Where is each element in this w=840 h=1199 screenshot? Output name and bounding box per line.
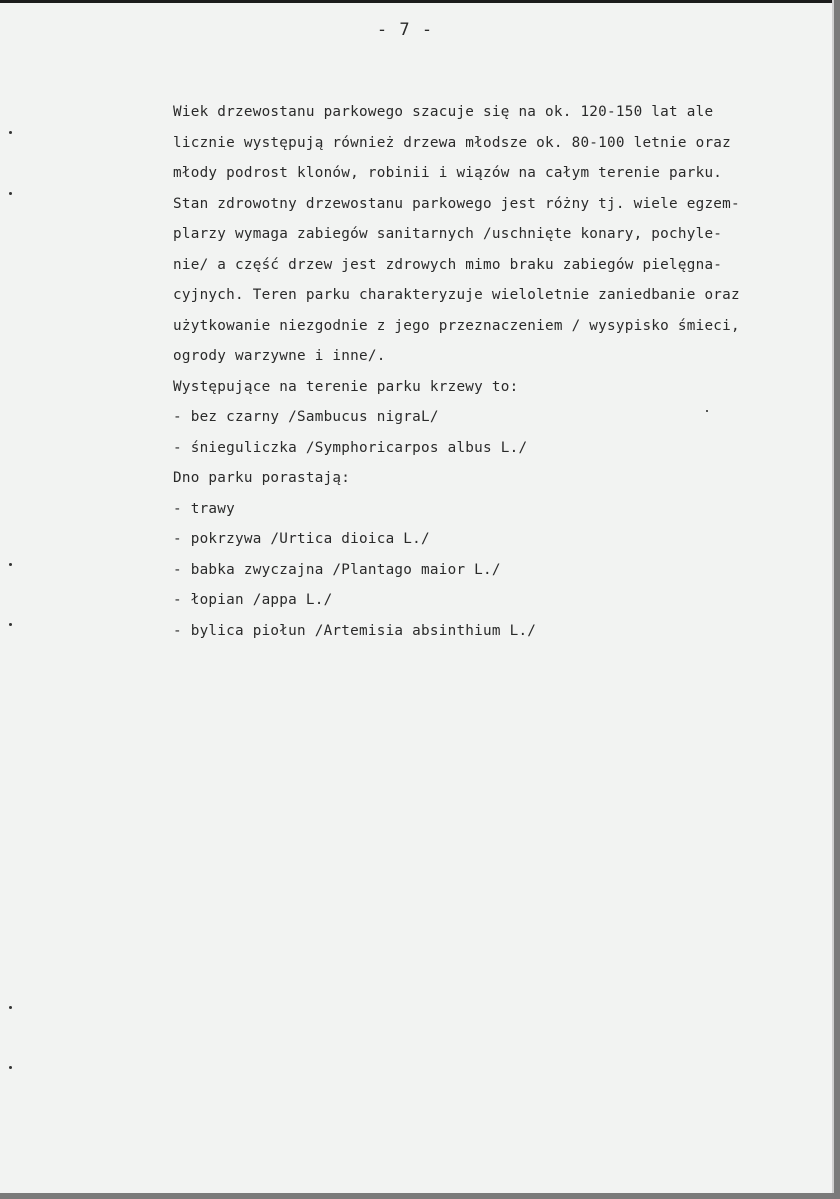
binding-dot bbox=[9, 192, 12, 195]
scan-right-edge bbox=[832, 0, 834, 1193]
list-item: - bylica piołun /Artemisia absinthium L./ bbox=[173, 622, 537, 639]
list-item: - śnieguliczka /Symphoricarpos albus L./ bbox=[173, 439, 528, 456]
list-item: - bez czarny /Sambucus nigraL/ bbox=[173, 409, 439, 425]
binding-dot bbox=[9, 1066, 12, 1069]
text-line: nie/ a część drzew jest zdrowych mimo braku zabiegów pielęgna- bbox=[173, 256, 723, 273]
text-line: licznie występują również drzewa młodsze ok. 80-100 letnie oraz bbox=[173, 134, 732, 151]
list-item: - trawy bbox=[173, 500, 236, 517]
text-line: Dno parku porastają: bbox=[173, 470, 351, 486]
page-number: - 7 - bbox=[376, 20, 434, 40]
text-line: użytkowanie niezgodnie z jego przeznaczeniem / wysypisko śmieci, bbox=[173, 317, 740, 334]
binding-dot bbox=[9, 131, 12, 134]
binding-dot bbox=[9, 623, 12, 626]
typewritten-text bbox=[173, 97, 823, 646]
text-line: młody podrost klonów, robinii i wiązów na całym terenie parku. bbox=[173, 165, 723, 181]
text-line: cyjnych. Teren parku charakteryzuje wieloletnie zaniedbanie oraz bbox=[173, 287, 740, 303]
text-line: Stan zdrowotny drzewostanu parkowego jest różny tj. wiele egzem- bbox=[173, 195, 740, 212]
binding-dot bbox=[9, 563, 12, 566]
list-item: - babka zwyczajna /Plantago maior L./ bbox=[173, 561, 501, 578]
scan-top-edge bbox=[0, 0, 834, 3]
list-item: - pokrzywa /Urtica dioica L./ bbox=[173, 531, 430, 547]
text-line: ogrody warzywne i inne/. bbox=[173, 348, 386, 364]
text-line: Występujące na terenie parku krzewy to: bbox=[173, 378, 519, 395]
list-item: - łopian /appa L./ bbox=[173, 592, 333, 608]
binding-dot bbox=[9, 1006, 12, 1009]
text-line: Wiek drzewostanu parkowego szacuje się na ok. 120-150 lat ale bbox=[173, 104, 714, 120]
scan-speck bbox=[706, 410, 708, 412]
text-line: plarzy wymaga zabiegów sanitarnych /uschnięte konary, pochyle- bbox=[173, 226, 723, 242]
